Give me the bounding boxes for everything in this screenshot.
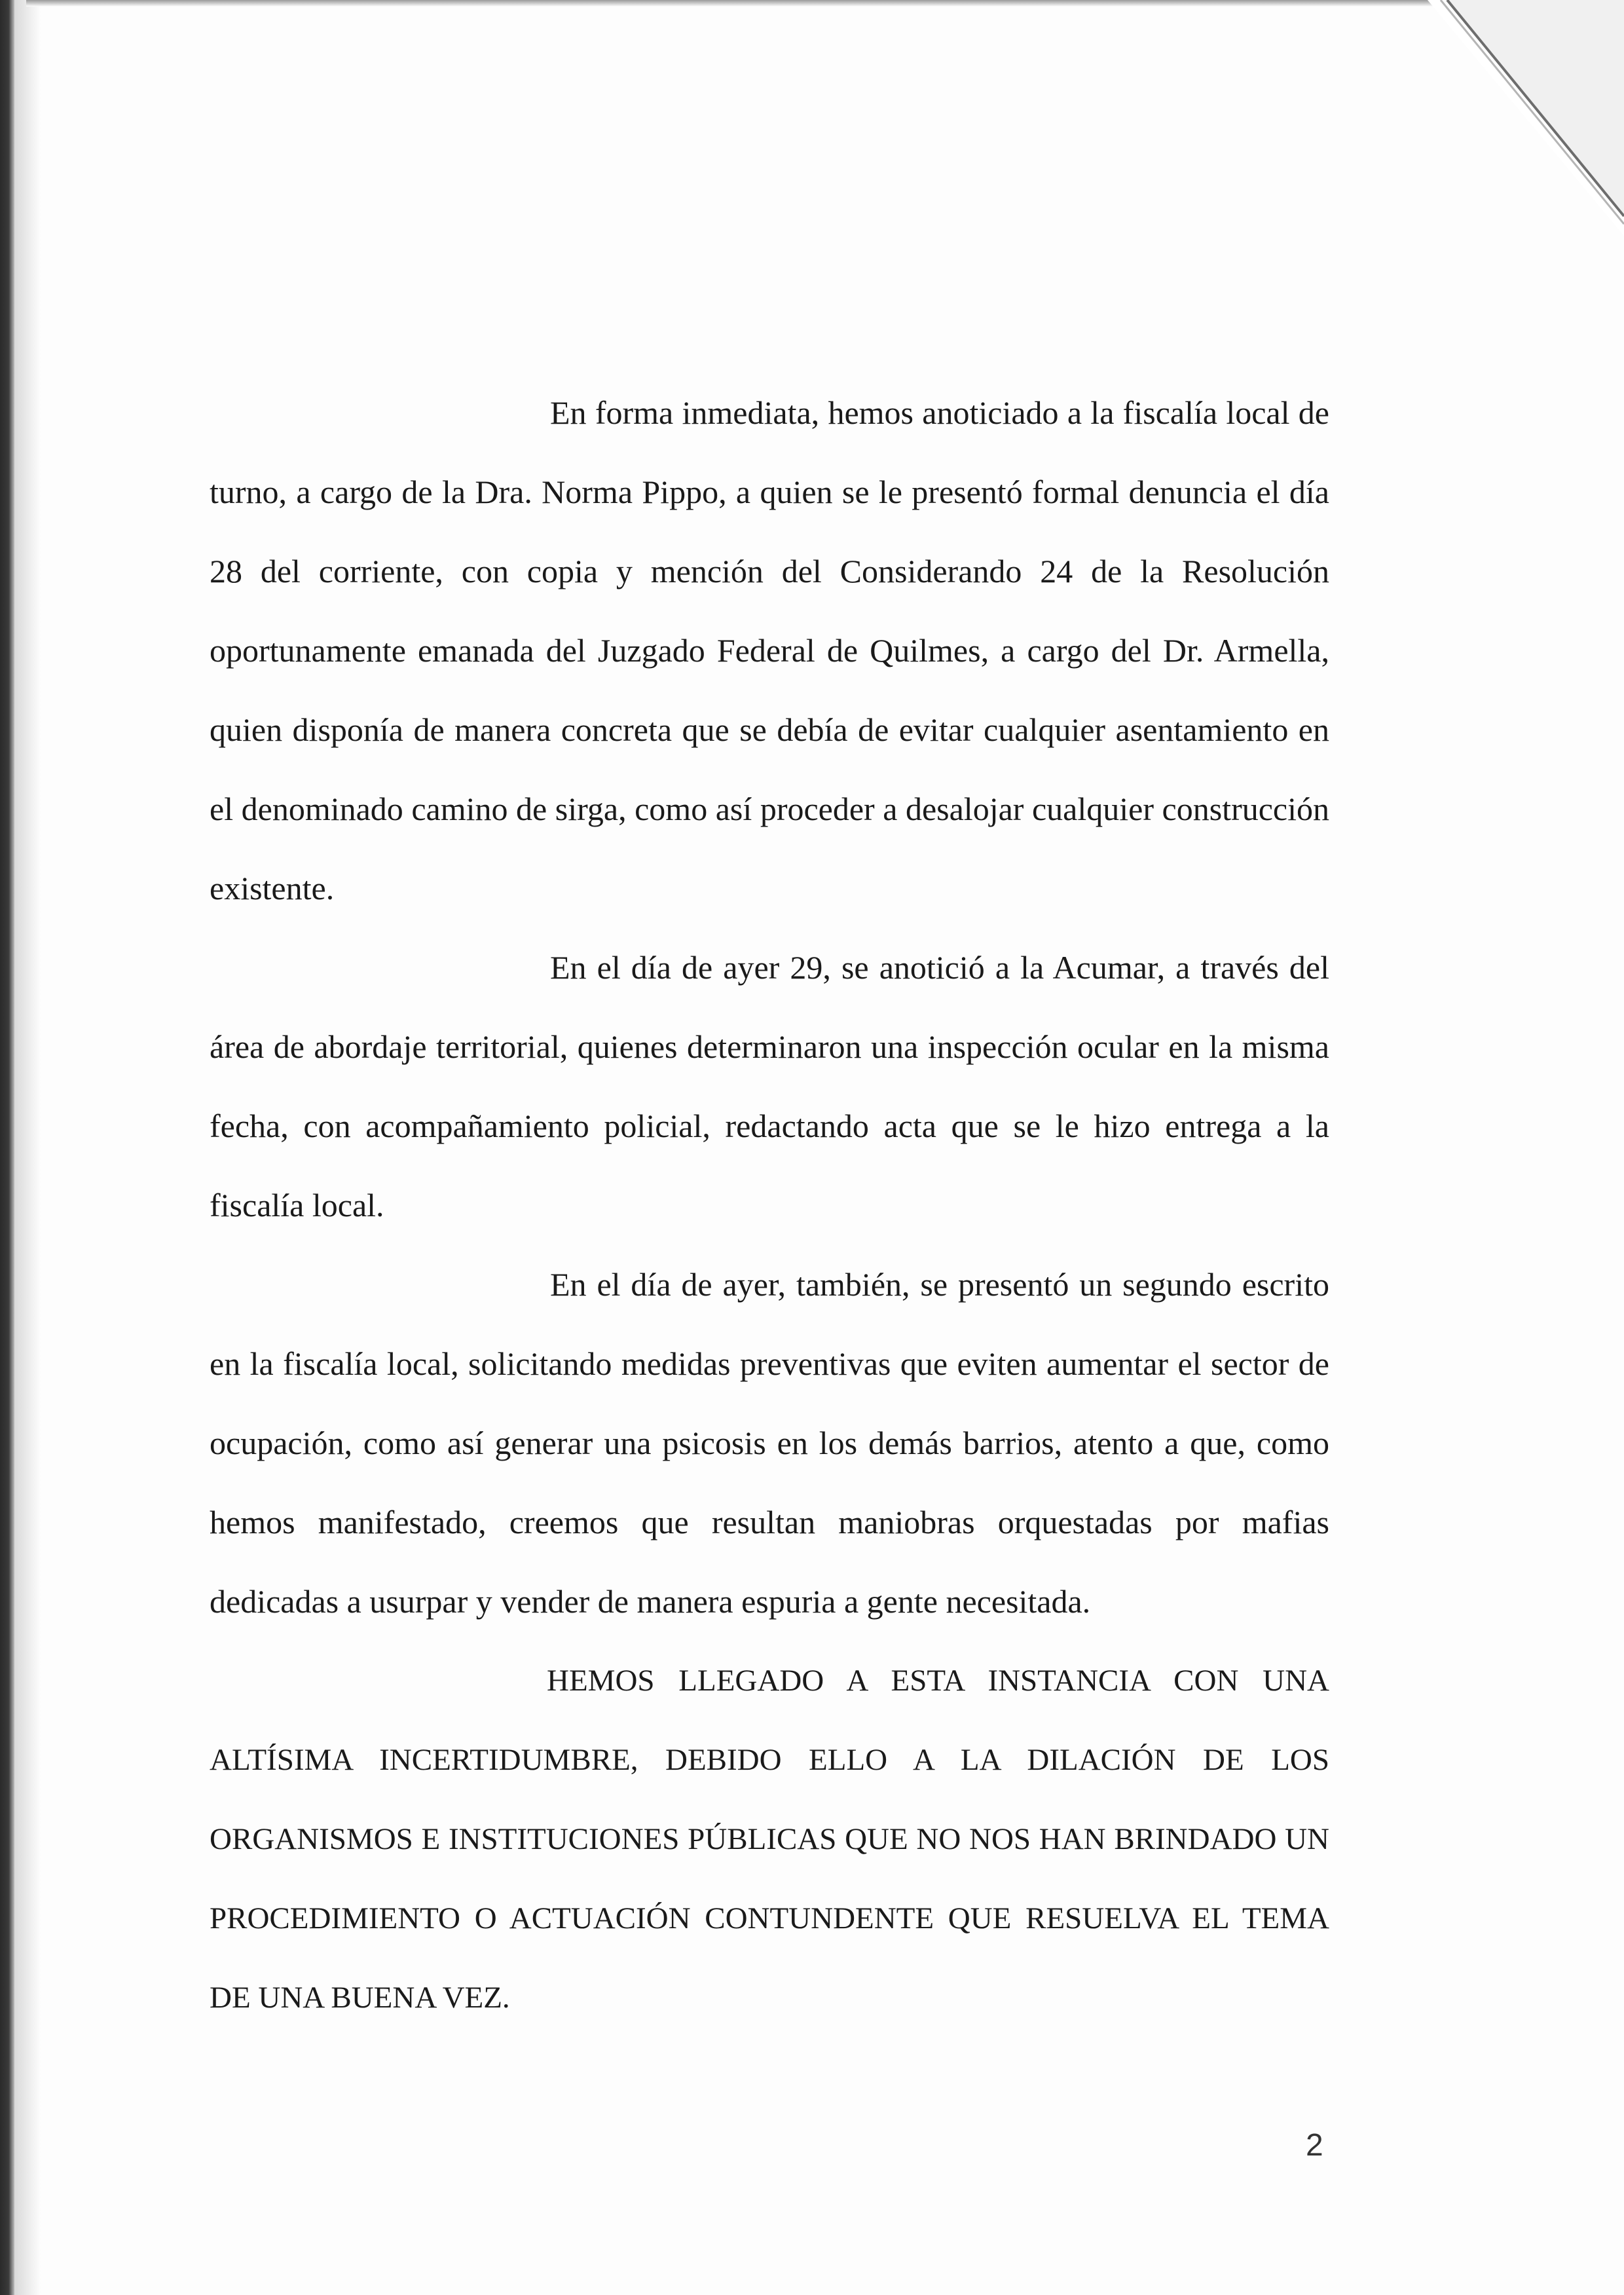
paragraph-acumar: En el día de ayer 29, se anotició a la Acumar, a través del área de abordaje territorial, quienes determinaron una inspección ocular en la misma fecha, con acompañamiento policial, redactando acta que se le hizo entrega a la fiscalía local. [210,949,1329,1223]
body-text [210,373,1329,2038]
scan-left-shadow [14,0,41,2295]
paragraph-segundo-escrito: En el día de ayer, también, se presentó un segundo escrito en la fiscalía local, solicitando medidas preventivas que eviten aumentar el sector de ocupación, como así generar una psicosis en los demás barrios, atento a que, como hemos manifestado, creemos que resultan maniobras orquestadas por mafias dedicadas a usurpar y vender de manera espuria a gente necesitada. [210,1266,1329,1620]
page-number: 2 [1306,2128,1323,2163]
scan-top-edge [26,0,1467,7]
scan-left-edge [0,0,14,2295]
paragraph-fiscalia: En forma inmediata, hemos anoticiado a la fiscalía local de turno, a cargo de la Dra. Norma Pippo, a quien se le presentó formal denuncia el día 28 del corriente, con copia y mención del Considerando 24 de la Resolución oportunamente emanada del Juzgado Federal de Quilmes, a cargo del Dr. Armella, quien disponía de manera concreta que se debía de evitar cualquier asentamiento en el denominado camino de sirga, como así proceder a desalojar cualquier construcción existente. [210,394,1329,906]
folded-corner [1428,0,1624,236]
paragraph-conclusion: HEMOS LLEGADO A ESTA INSTANCIA CON UNA ALTÍSIMA INCERTIDUMBRE, DEBIDO ELLO A LA DILACIÓN DE LOS ORGANISMOS E INSTITUCIONES PÚBLICAS QUE NO NOS HAN BRINDADO UN PROCEDIMIENTO O ACTUACIÓN CONTUNDENTE QUE RESUELVA EL TEMA DE UNA BUENA VEZ. [210,1664,1329,2015]
